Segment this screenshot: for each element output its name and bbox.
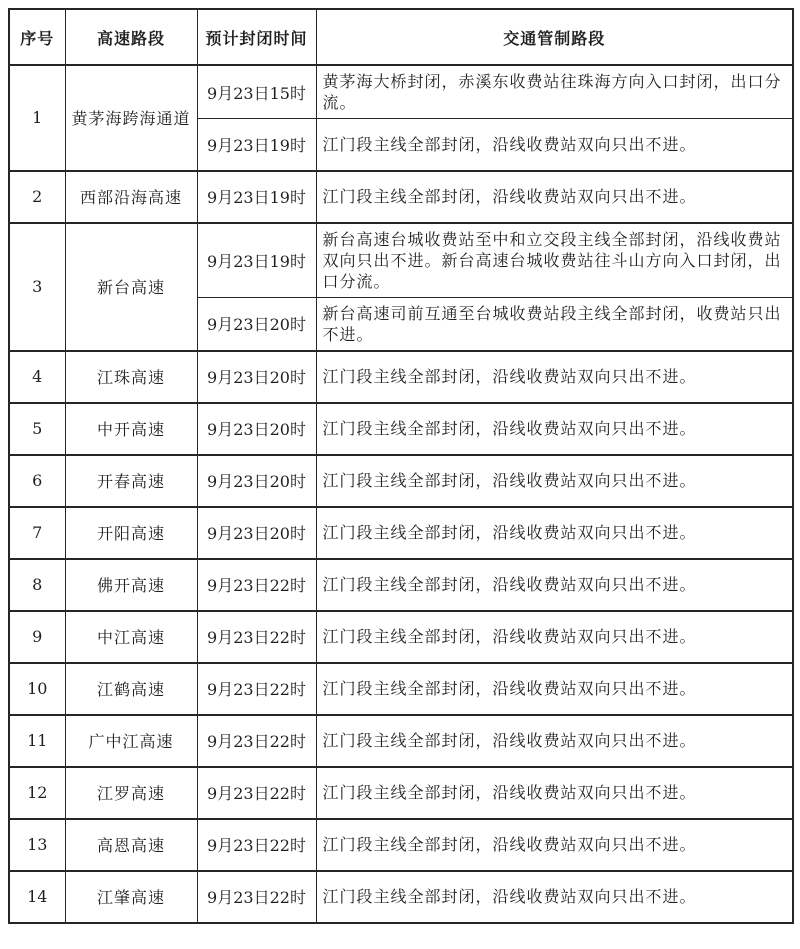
- road-name-cell: 佛开高速: [65, 559, 197, 611]
- table-body: [9, 65, 793, 923]
- control-section-cell: 江门段主线全部封闭，沿线收费站双向只出不进。: [316, 819, 793, 871]
- road-name-cell: 江肇高速: [65, 871, 197, 923]
- road-name-cell: 江罗高速: [65, 767, 197, 819]
- row-number-cell: 1: [9, 65, 65, 171]
- closure-time-cell: 9月23日20时: [197, 507, 316, 559]
- row-number-cell: 12: [9, 767, 65, 819]
- table-row: [9, 871, 793, 923]
- table-row: [9, 819, 793, 871]
- table-row: [9, 507, 793, 559]
- control-section-cell: 江门段主线全部封闭，沿线收费站双向只出不进。: [316, 455, 793, 507]
- road-name-cell: 西部沿海高速: [65, 171, 197, 223]
- closure-time-cell: 9月23日19时: [197, 171, 316, 223]
- closure-time-cell: 9月23日22时: [197, 767, 316, 819]
- control-section-cell: 江门段主线全部封闭，沿线收费站双向只出不进。: [316, 507, 793, 559]
- table-row: [9, 663, 793, 715]
- road-name-cell: 新台高速: [65, 223, 197, 351]
- row-number-cell: 5: [9, 403, 65, 455]
- closure-time-cell: 9月23日15时: [197, 65, 316, 119]
- road-name-cell: 开春高速: [65, 455, 197, 507]
- row-number-cell: 7: [9, 507, 65, 559]
- closure-time-cell: 9月23日20时: [197, 297, 316, 351]
- road-name-cell: 江鹤高速: [65, 663, 197, 715]
- closure-time-cell: 9月23日22时: [197, 819, 316, 871]
- closure-time-cell: 9月23日20时: [197, 351, 316, 403]
- control-section-cell: 江门段主线全部封闭，沿线收费站双向只出不进。: [316, 871, 793, 923]
- control-section-cell: 江门段主线全部封闭，沿线收费站双向只出不进。: [316, 351, 793, 403]
- row-number-cell: 10: [9, 663, 65, 715]
- road-name-cell: 黄茅海跨海通道: [65, 65, 197, 171]
- row-number-cell: 8: [9, 559, 65, 611]
- table-row: [9, 65, 793, 119]
- closure-time-cell: 9月23日19时: [197, 223, 316, 298]
- closure-time-cell: 9月23日22时: [197, 871, 316, 923]
- row-number-cell: 13: [9, 819, 65, 871]
- table-row: [9, 611, 793, 663]
- header-cell-time: 预计封闭时间: [197, 9, 316, 65]
- highway-closure-table: [8, 8, 794, 924]
- table-row: [9, 715, 793, 767]
- row-number-cell: 9: [9, 611, 65, 663]
- closure-time-cell: 9月23日22时: [197, 715, 316, 767]
- control-section-cell: 江门段主线全部封闭，沿线收费站双向只出不进。: [316, 171, 793, 223]
- closure-time-cell: 9月23日20时: [197, 455, 316, 507]
- table-row: [9, 171, 793, 223]
- closure-time-cell: 9月23日22时: [197, 559, 316, 611]
- row-number-cell: 4: [9, 351, 65, 403]
- control-section-cell: 江门段主线全部封闭，沿线收费站双向只出不进。: [316, 663, 793, 715]
- table-row: [9, 559, 793, 611]
- table-row: [9, 767, 793, 819]
- control-section-cell: 江门段主线全部封闭，沿线收费站双向只出不进。: [316, 611, 793, 663]
- table-row: [9, 351, 793, 403]
- road-name-cell: 江珠高速: [65, 351, 197, 403]
- header-cell-number: 序号: [9, 9, 65, 65]
- table-header: [9, 9, 793, 65]
- control-section-cell: 新台高速司前互通至台城收费站段主线全部封闭，收费站只出不进。: [316, 297, 793, 351]
- row-number-cell: 14: [9, 871, 65, 923]
- table-row: [9, 223, 793, 298]
- header-row: [9, 9, 793, 65]
- control-section-cell: 江门段主线全部封闭，沿线收费站双向只出不进。: [316, 119, 793, 171]
- closure-time-cell: 9月23日22时: [197, 611, 316, 663]
- control-section-cell: 黄茅海大桥封闭，赤溪东收费站往珠海方向入口封闭，出口分流。: [316, 65, 793, 119]
- row-number-cell: 3: [9, 223, 65, 351]
- header-cell-road: 高速路段: [65, 9, 197, 65]
- row-number-cell: 2: [9, 171, 65, 223]
- table-row: [9, 455, 793, 507]
- control-section-cell: 江门段主线全部封闭，沿线收费站双向只出不进。: [316, 767, 793, 819]
- closure-time-cell: 9月23日20时: [197, 403, 316, 455]
- road-name-cell: 广中江高速: [65, 715, 197, 767]
- road-name-cell: 开阳高速: [65, 507, 197, 559]
- control-section-cell: 江门段主线全部封闭，沿线收费站双向只出不进。: [316, 403, 793, 455]
- closure-time-cell: 9月23日22时: [197, 663, 316, 715]
- row-number-cell: 6: [9, 455, 65, 507]
- road-name-cell: 高恩高速: [65, 819, 197, 871]
- table-row: [9, 403, 793, 455]
- control-section-cell: 江门段主线全部封闭，沿线收费站双向只出不进。: [316, 559, 793, 611]
- control-section-cell: 江门段主线全部封闭，沿线收费站双向只出不进。: [316, 715, 793, 767]
- closure-time-cell: 9月23日19时: [197, 119, 316, 171]
- road-name-cell: 中江高速: [65, 611, 197, 663]
- row-number-cell: 11: [9, 715, 65, 767]
- road-name-cell: 中开高速: [65, 403, 197, 455]
- control-section-cell: 新台高速台城收费站至中和立交段主线全部封闭，沿线收费站双向只出不进。新台高速台城收费站往斗山方向入口封闭，出口分流。: [316, 223, 793, 298]
- header-cell-control: 交通管制路段: [316, 9, 793, 65]
